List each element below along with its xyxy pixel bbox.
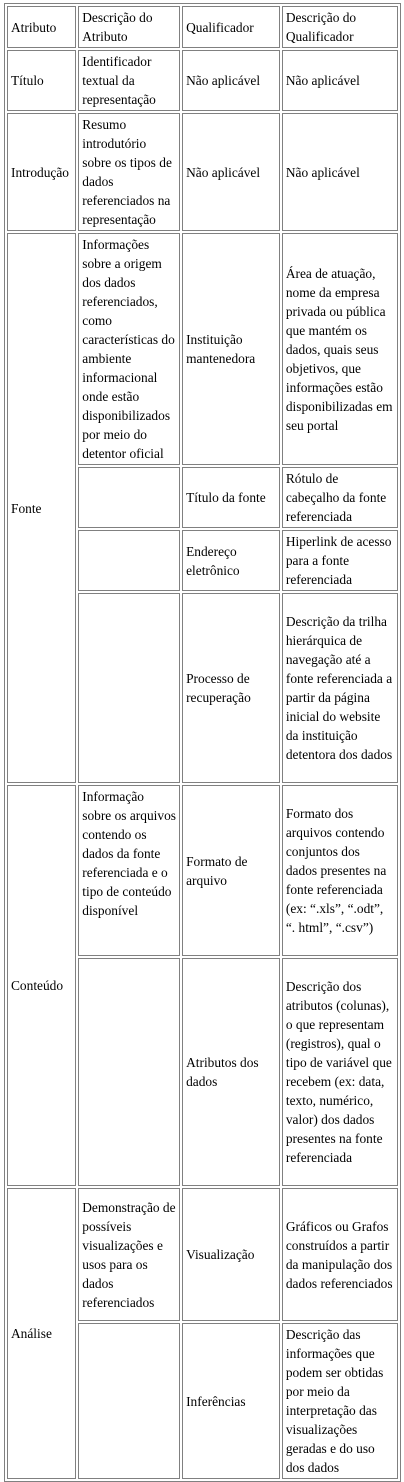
- attribute-table: [4, 3, 401, 1482]
- cell-empty: [78, 467, 180, 528]
- cell-atributo-conteudo: Conteúdo: [7, 785, 76, 1186]
- cell-descricao-titulo: Identificador textual da representação: [78, 50, 180, 111]
- table-row-fonte-1: [7, 233, 398, 465]
- table-row-conteudo-1: [7, 785, 398, 956]
- cell-qualificador-inferencias: Inferências: [182, 1323, 280, 1479]
- cell-atributo-titulo: Título: [7, 50, 76, 111]
- cell-descqual-formato: Formato dos arquivos contendo conjuntos dos dados presentes na fonte referenciada (ex: “.xls”, “.odt”, “. html”, “.csv”): [282, 785, 398, 956]
- cell-descricao-introducao: Resumo introdutório sobre os tipos de dados referenciados na representação: [78, 113, 180, 231]
- table-row-analise-1: [7, 1188, 398, 1321]
- cell-qualificador-introducao: Não aplicável: [182, 113, 280, 231]
- cell-empty: [78, 1323, 180, 1479]
- cell-empty: [78, 593, 180, 783]
- cell-descricao-conteudo: Informação sobre os arquivos contendo os dados da fonte referenciada e o tipo de conteúdo disponível: [78, 785, 180, 956]
- cell-descqual-inferencias: Descrição das informações que podem ser obtidas por meio da interpretação das visualizações geradas e do uso dos dados: [282, 1323, 398, 1479]
- cell-qualificador-processo: Processo de recuperação: [182, 593, 280, 783]
- cell-atributo-introducao: Introdução: [7, 113, 76, 231]
- cell-descqual-titulo-fonte: Rótulo de cabeçalho da fonte referenciada: [282, 467, 398, 528]
- table-row-introducao: [7, 113, 398, 231]
- cell-qualificador-instituicao: Instituição mantenedora: [182, 233, 280, 465]
- cell-descricao-analise: Demonstração de possíveis visualizações e usos para os dados referenciados: [78, 1188, 180, 1321]
- cell-descqual-processo: Descrição da trilha hierárquica de navegação até a fonte referenciada a partir da página inicial do website da instituição detentora dos dados: [282, 593, 398, 783]
- cell-empty: [78, 958, 180, 1186]
- header-descricao-atributo: Descrição do Atributo: [78, 6, 180, 48]
- cell-qualificador-endereco: Endereço eletrônico: [182, 530, 280, 591]
- header-qualificador: Qualificador: [182, 6, 280, 48]
- header-descricao-qualificador: Descrição do Qualificador: [282, 6, 398, 48]
- cell-descqual-instituicao: Área de atuação, nome da empresa privada ou pública que mantém os dados, quais seus objetivos, que informações estão disponibilizadas em seu portal: [282, 233, 398, 465]
- cell-qualificador-atributos: Atributos dos dados: [182, 958, 280, 1186]
- cell-qualificador-formato: Formato de arquivo: [182, 785, 280, 956]
- cell-descqual-visualizacao: Gráficos ou Grafos construídos a partir da manipulação dos dados referenciados: [282, 1188, 398, 1321]
- cell-empty: [78, 530, 180, 591]
- header-atributo: Atributo: [7, 6, 76, 48]
- cell-qualificador-titulo: Não aplicável: [182, 50, 280, 111]
- cell-qualificador-visualizacao: Visualização: [182, 1188, 280, 1321]
- cell-atributo-analise: Análise: [7, 1188, 76, 1479]
- cell-descqual-titulo: Não aplicável: [282, 50, 398, 111]
- cell-atributo-fonte: Fonte: [7, 233, 76, 783]
- cell-qualificador-titulo-fonte: Título da fonte: [182, 467, 280, 528]
- cell-descqual-introducao: Não aplicável: [282, 113, 398, 231]
- cell-descqual-atributos: Descrição dos atributos (colunas), o que representam (registros), qual o tipo de variável que recebem (ex: data, texto, numérico, valor) dos dados presentes na fonte referenciada: [282, 958, 398, 1186]
- table-header-row: [7, 6, 398, 48]
- table-row-titulo: [7, 50, 398, 111]
- cell-descricao-fonte: Informações sobre a origem dos dados referenciados, como características do ambiente informacional onde estão disponibilizados por meio do detentor oficial: [78, 233, 180, 465]
- cell-descqual-endereco: Hiperlink de acesso para a fonte referenciada: [282, 530, 398, 591]
